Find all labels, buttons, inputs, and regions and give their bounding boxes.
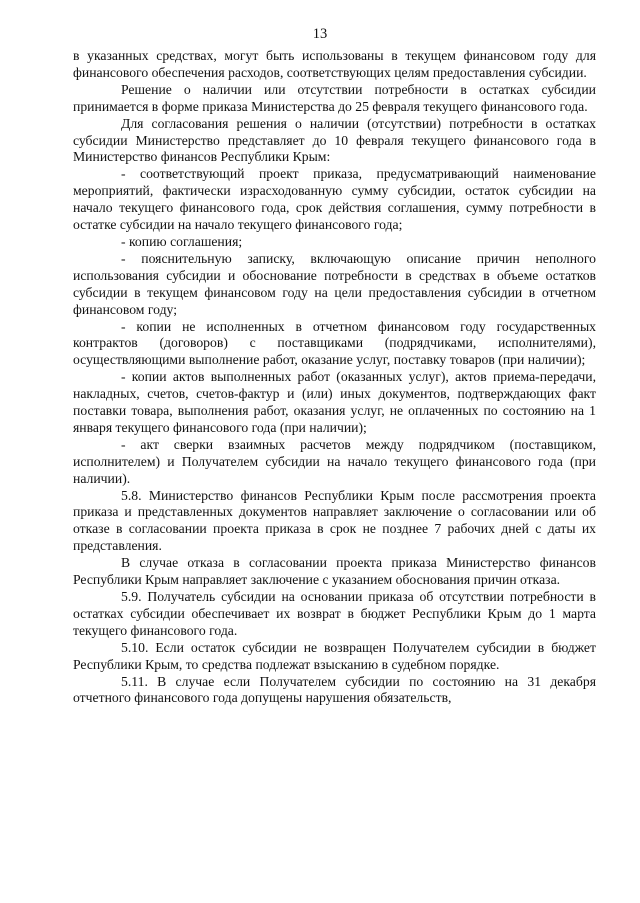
paragraph: 5.9. Получатель субсидии на основании приказа об отсутствии потребности в остатках субсидии обеспечивает их возврат в бюджет Республики Крым до 1 марта текущего финансового года. [73, 589, 596, 638]
paragraph: Решение о наличии или отсутствии потребности в остатках субсидии принимается в форме приказа Министерства до 25 февраля текущего финансового года. [73, 81, 596, 114]
paragraph: - акт сверки взаимных расчетов между подрядчиком (поставщиком, исполнителем) и Получателем субсидии на начало текущего финансового года (при наличии). [73, 436, 596, 486]
document-body [73, 48, 596, 707]
paragraph: - соответствующий проект приказа, предусматривающий наименование мероприятий, фактически израсходованную сумму субсидии, остаток субсидии на начало текущего финансового года, срок действия соглашения, сумму потребности в остатке субсидии на начало текущего финансового года; [73, 166, 596, 233]
paragraph: - копии актов выполненных работ (оказанных услуг), актов приема-передачи, накладных, счетов, счетов-фактур и (или) иных документов, подтверждающих факт поставки товара, выполнения работ, оказания услуг, не оплаченных по состоянию на 1 января текущего финансового года (при наличии); [73, 369, 596, 435]
paragraph: 5.8. Министерство финансов Республики Крым после рассмотрения проекта приказа и представленных документов направляет заключение о согласовании или об отказе в согласовании проекта приказа в срок не позднее 7 рабочих дней с даты их представления. [73, 487, 596, 554]
paragraph: В случае отказа в согласовании проекта приказа Министерство финансов Республики Крым направляет заключение с указанием обоснования причин отказа. [73, 555, 596, 588]
paragraph: 5.11. В случае если Получателем субсидии по состоянию на 31 декабря отчетного финансового года допущены нарушения обязательств, [73, 673, 596, 706]
page-number: 13 [312, 26, 328, 42]
paragraph: - пояснительную записку, включающую описание причин неполного использования субсидии и обоснование потребности в средствах в объеме остатков субсидии в текущем финансовом году на цели предоставления субсидии в отчетном финансовом году; [73, 250, 596, 317]
paragraph: 5.10. Если остаток субсидии не возвращен Получателем субсидии в бюджет Республики Крым, то средства подлежат взысканию в судебном порядке. [73, 639, 596, 672]
paragraph: - копию соглашения; [121, 233, 243, 249]
paragraph: Для согласования решения о наличии (отсутствии) потребности в остатках субсидии Министерство представляет до 10 февраля текущего финансового года в Министерство финансов Республики Крым: [73, 115, 596, 165]
paragraph: - копии не исполненных в отчетном финансовом году государственных контрактов (договоров) с поставщиками (подрядчиками, исполнителями), осуществляющими выполнение работ, оказание услуг, поставку товаров (при наличии); [73, 318, 596, 368]
paragraph: в указанных средствах, могут быть использованы в текущем финансовом году для финансового обеспечения расходов, соответствующих целям предоставления субсидии. [73, 48, 596, 80]
